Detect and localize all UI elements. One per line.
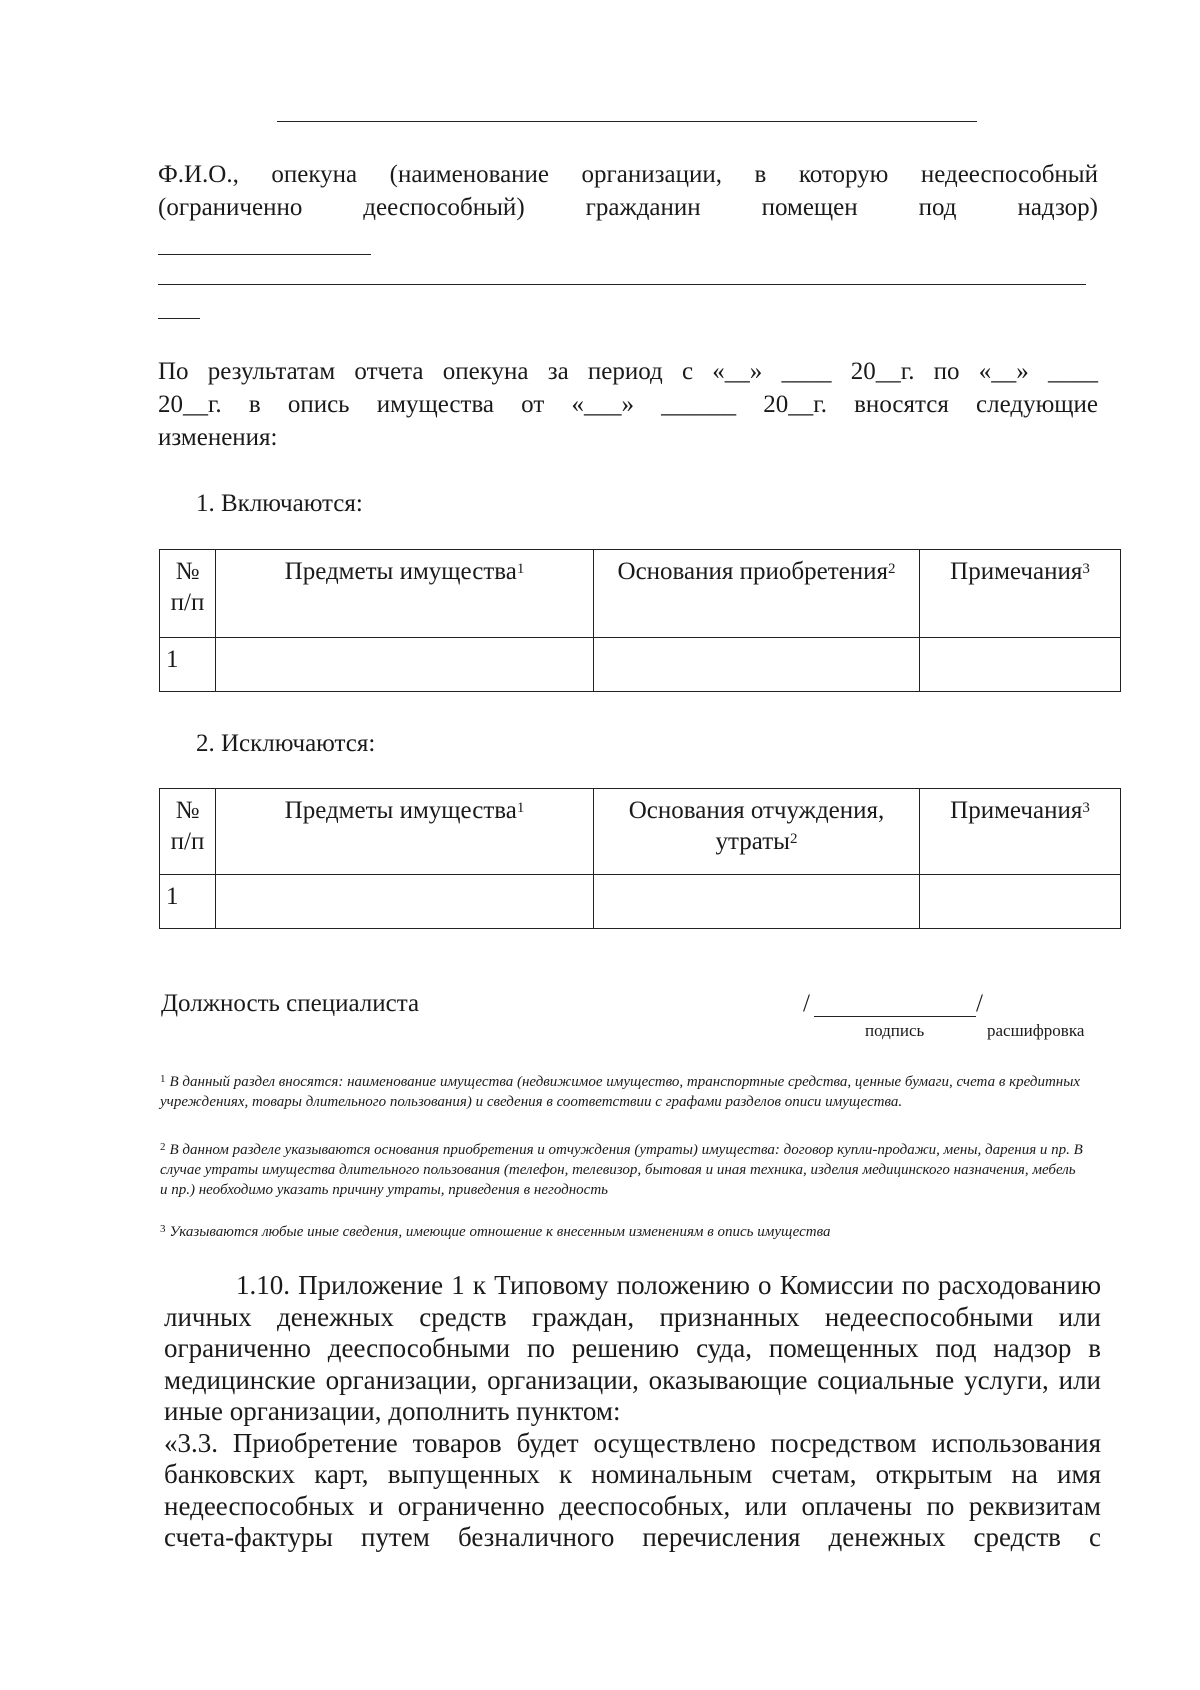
section1-heading: 1. Включаются:	[196, 490, 363, 517]
footnote-mark: 2	[160, 1141, 166, 1153]
fio-blank-line-1	[158, 254, 371, 255]
intro-line-1: По результатам отчета опекуна за период с «__» ____ 20__г. по «__» ____	[158, 358, 1098, 385]
col-number-header: № п/п	[160, 550, 216, 638]
row-alienation-cell	[594, 875, 920, 929]
decode-caption: расшифровка	[987, 1021, 1085, 1040]
row-number: 1	[160, 875, 216, 929]
sign-caption: подпись	[865, 1021, 925, 1040]
col-items-header: Предметы имущества$^1$	[216, 550, 594, 638]
intro-line-2: 20__г. в опись имущества от «___» ______ 20__г. вносятся следующие	[158, 391, 1098, 418]
col-acquisition-header: Основания приобретения$^2$	[594, 550, 920, 638]
intro-line-3: изменения:	[158, 424, 278, 451]
footnote-2	[160, 1140, 1085, 1200]
table-row	[160, 638, 1121, 692]
top-blank-line	[277, 121, 977, 122]
table-header-row	[160, 550, 1121, 638]
body-text	[164, 1270, 1101, 1554]
footnote-mark: 3	[160, 1223, 166, 1235]
footnote-text: Указываются любые иные сведения, имеющие отношение к внесенным изменениям в опись имущества	[169, 1224, 831, 1240]
exclude-table	[159, 788, 1121, 929]
paragraph-1-10: 1.10. Приложение 1 к Типовому положению о Комиссии по расходованию личных денежных средств граждан, признанных недееспособными или ограниченно дееспособными по решению суда, помещенных под надзор в медицинские организации, организации, оказывающие социальные услуги, или иные организации, дополнить пунктом:	[164, 1270, 1101, 1426]
signature-slash-right: /	[976, 990, 983, 1017]
footnote-text: В данный раздел вносятся: наименование имущества (недвижимое имущество, транспортные средства, ценные бумаги, счета в кредитных учреждениях, товары длительного пользования) и сведения в соответствии с графами разделов описи имущества.	[160, 1074, 1081, 1110]
fio-line-1: Ф.И.О., опекуна (наименование организации, в которую недееспособный	[158, 161, 1098, 188]
col-items-header: Предметы имущества$^1$	[216, 789, 594, 875]
col-number-header: № п/п	[160, 789, 216, 875]
footnote-text: В данном разделе указываются основания приобретения и отчуждения (утраты) имущества: договор купли-продажи, мены, дарения и пр. В случае утраты имущества длительного пользования (телефон, телевизор, бытовая и иная техника, изделия медицинского назначения, мебель и пр.) необходимо указать причину утраты, приведения в негодность	[160, 1142, 1083, 1198]
signature-line	[814, 1016, 976, 1017]
row-acquisition-cell	[594, 638, 920, 692]
row-items-cell	[216, 638, 594, 692]
position-label: Должность специалиста	[161, 990, 420, 1017]
paragraph-3-3: «3.3. Приобретение товаров будет осуществлено посредством использования банковских карт, выпущенных к номинальным счетам, открытым на имя недееспособных и ограниченно дееспособных, или оплачены по реквизитам счета-фактуры путем безналичного перечисления денежных средств с	[164, 1427, 1101, 1552]
fio-blank-line-2	[158, 284, 1086, 285]
fio-blank-line-3	[158, 318, 200, 319]
section2-heading: 2. Исключаются:	[196, 730, 376, 757]
table-row	[160, 875, 1121, 929]
footnote-mark: 1	[160, 1073, 166, 1085]
row-notes-cell	[920, 638, 1121, 692]
col-alienation-header: Основания отчуждения, утраты$^2$	[594, 789, 920, 875]
table-header-row	[160, 789, 1121, 875]
include-table	[159, 549, 1121, 692]
signature-slash-left: /	[803, 990, 810, 1017]
fio-line-2: (ограниченно дееспособный) гражданин помещен под надзор)	[158, 194, 1098, 221]
col-notes-header: Примечания$^3$	[920, 550, 1121, 638]
col-notes-header: Примечания$^3$	[920, 789, 1121, 875]
footnote-1	[160, 1072, 1085, 1112]
row-items-cell	[216, 875, 594, 929]
row-notes-cell	[920, 875, 1121, 929]
row-number: 1	[160, 638, 216, 692]
footnote-3	[160, 1222, 1085, 1242]
